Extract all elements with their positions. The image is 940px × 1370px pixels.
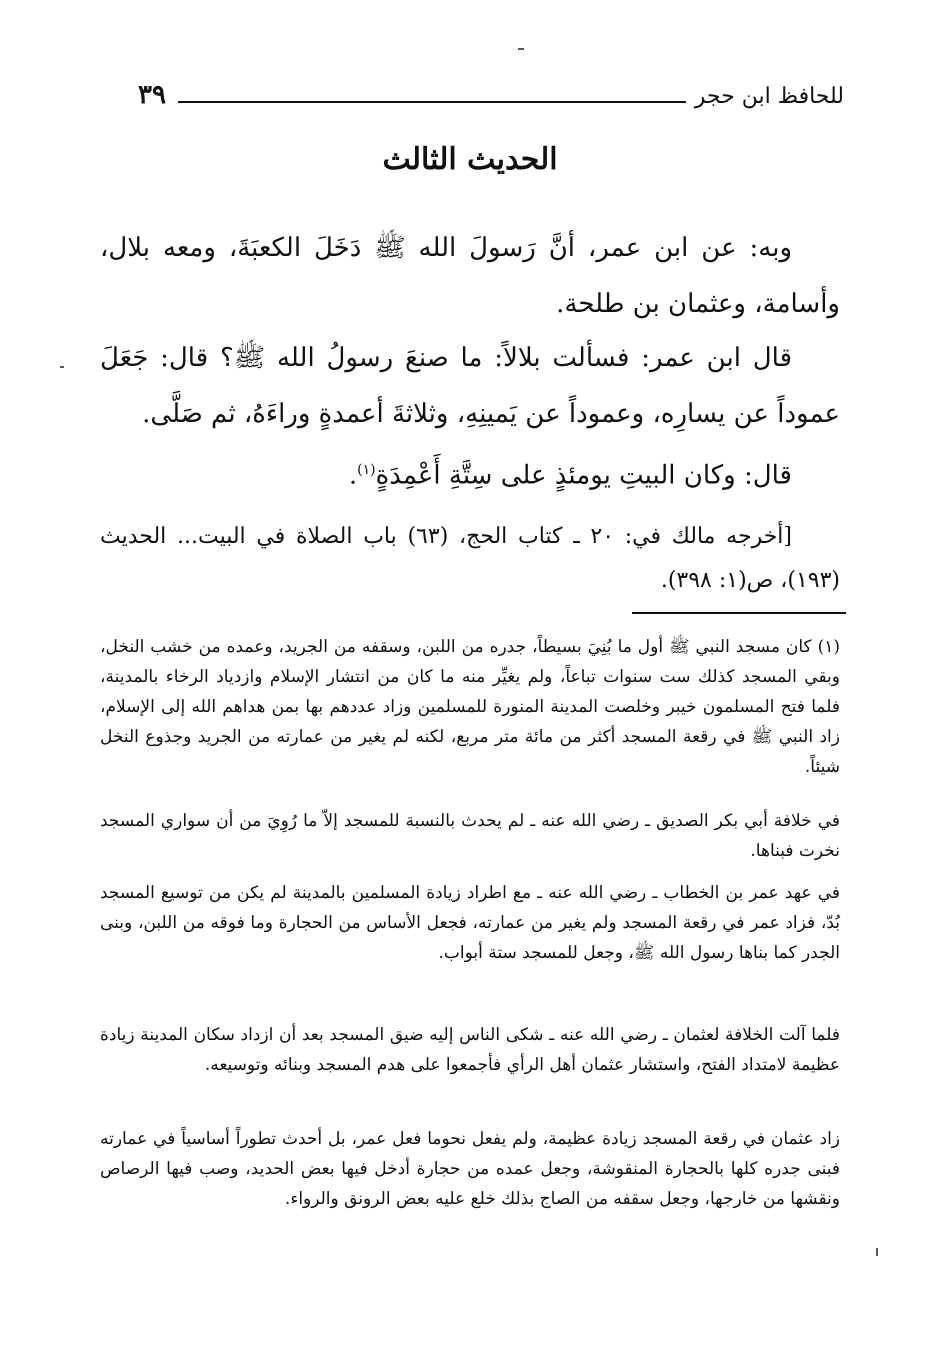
paragraph-3-end: . [348,460,358,491]
scan-speck [518,48,524,50]
footnote-paragraph-2: في خلافة أبي بكر الصديق ـ رضي الله عنه ـ لم يحدث بالنسبة للمسجد إلاّ ما رُوِيَ من أن سواري المسجد نخرت فبناها. [100,811,840,861]
footnote-rule [632,612,846,614]
takhrij-paragraph: [أخرجه مالك في: ٢٠ ـ كتاب الحج، (٦٣) باب الصلاة في البيت... الحديث (١٩٣)، ص(١: ٣٩٨). [100,524,840,593]
footnote-paragraph-4: فلما آلت الخلافة لعثمان ـ رضي الله عنه ـ شكى الناس إليه ضيق المسجد بعد أن ازداد سكان المدينة زيادة عظيمة لامتداد الفتح، واستشار عثمان أهل الرأي فأجمعوا على هدم المسجد وبنائه وتوسيعه. [100,1025,840,1075]
footnote-1-text: كان مسجد النبي ﷺ أول ما بُنِيَ بسيطاً، جدره من اللبن، وسقفه من الجريد، وعمده من خشب النخل، وبقي المسجد كذلك ست سنوات تباعاً، ولم يغيِّر منه ما كان من انتشار الإسلام وازدياد الرخاء بالمدينة، فلما فتح المسلمون خيبر وخلصت المدينة المنورة للمسلمين وزاد عددهم بها بمن هداهم الله إلى الإسلام، زاد النبي ﷺ في رقعة المسجد أكثر من مائة متر مربع، لكنه لم يغير من عمارته من الجريد وجذوع النخل شيئاً. [100,637,840,777]
page-number: ٣٩ [138,80,166,110]
hadith-paragraph-1: وبه: عن ابن عمر، أنَّ رَسولَ الله ﷺ دَخَلَ الكعبَةَ، ومعه بلال، وأسامة، وعثمان بن طلحة. [100,233,840,319]
footnote-paragraph-3: في عهد عمر بن الخطاب ـ رضي الله عنه ـ مع اطراد زيادة المسلمين بالمدينة لم يكن من توسيع المسجد بُدّ، فزاد عمر في رقعة المسجد ولم يغير من عمارته، فجعل الأساس من الحجارة وما فوقه من اللبن، وبنى الجدر كما بناها رسول الله ﷺ، وجعل للمسجد ستة أبواب. [100,883,840,963]
footnote-marker: (١) [817,637,840,657]
section-title: الحديث الثالث [382,142,558,177]
scan-speck [876,1248,878,1256]
hadith-paragraph-3 [100,442,840,504]
footnote-1 [100,632,840,782]
hadith-paragraph-2: قال ابن عمر: فسألت بلالاً: ما صنعَ رسولُ الله ﷺ؟ قال: جَعَلَ عموداً عن يسارِه، وعموداً عن يَمينِهِ، وثلاثةَ أعمدةٍ وراءَهُ، ثم صَلَّى. [100,343,840,429]
paragraph-3-text: قال: وكان البيتِ يومئذٍ على سِتَّةِ أَعْمِدَةٍ [375,460,792,491]
scan-speck [60,366,64,368]
header-rule [178,101,686,103]
footnote-paragraph-5: زاد عثمان في رقعة المسجد زيادة عظيمة، ولم يفعل نحوما فعل عمر، بل أحدث تطوراً أساسياً في عمارته فبنى جدره كلها بالحجارة المنقوشة، وجعل عمده من حجارة أدخل فيها بعض الحديد، وصب فيها الرصاص ونقشها من خارجها، وجعل سقفه من الصاج بذلك خلع عليه بعض الرونق والرواء. [100,1129,840,1209]
footnote-reference: (١) [357,462,376,478]
running-title: للحافظ ابن حجر [694,84,844,109]
